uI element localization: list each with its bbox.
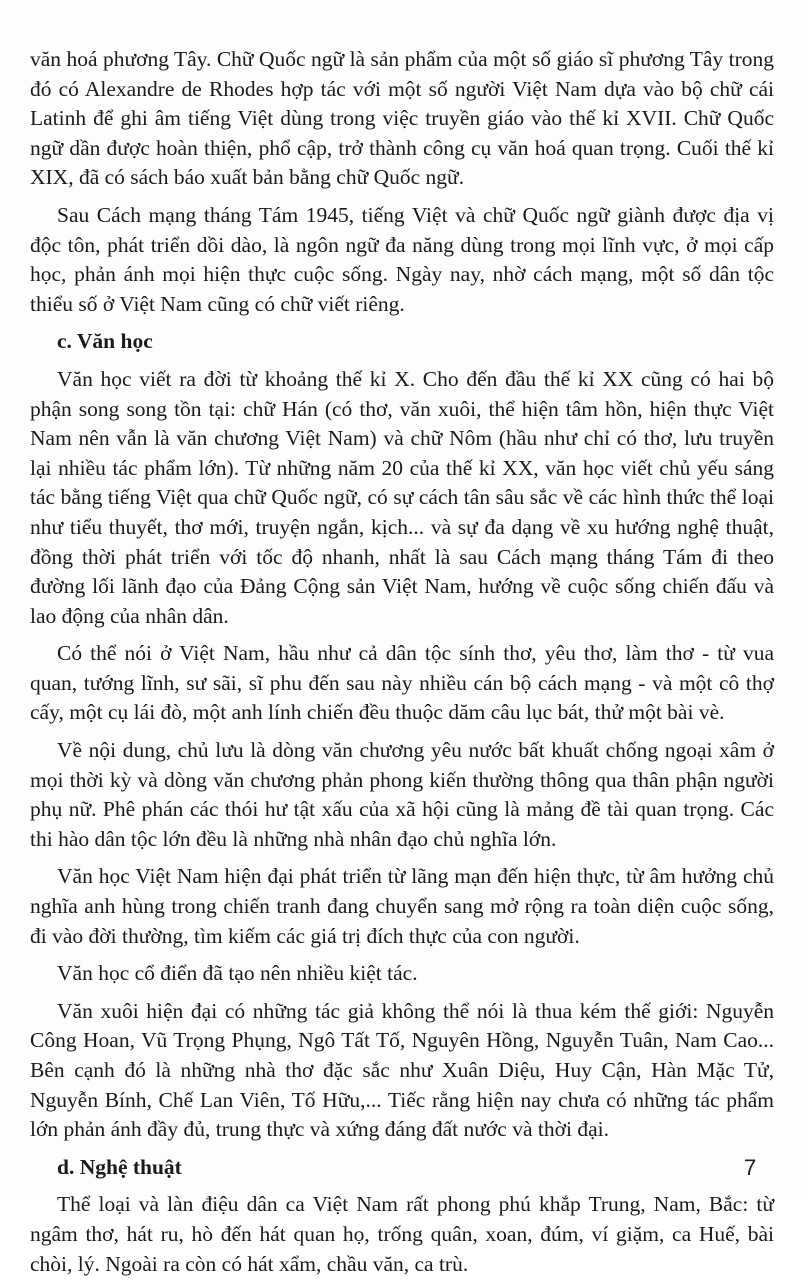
- section-heading-nghe-thuat: d. Nghệ thuật: [57, 1154, 182, 1179]
- paragraph: Thể loại và làn điệu dân ca Việt Nam rất phong phú khắp Trung, Nam, Bắc: từ ngâm thơ, hát ru, hò đến hát quan họ, trống quân, xoan, đúm, ví giặm, ca Huế, bài chòi, lý. Ngoài ra còn có hát xẩm, chầu văn, ca trù.: [30, 1192, 774, 1276]
- paragraph: Văn xuôi hiện đại có những tác giả không thể nói là thua kém thế giới: Nguyễn Công Hoan, Vũ Trọng Phụng, Ngô Tất Tố, Nguyên Hồng, Nguyễn Tuân, Nam Cao... Bên cạnh đó là những nhà thơ đặc sắc như Xuân Diệu, Huy Cận, Hàn Mặc Tử, Nguyễn Bính, Chế Lan Viên, Tố Hữu,... Tiếc rằng hiện nay chưa có những tác phẩm lớn phản ánh đầy đủ, trung thực và xứng đáng đất nước và thời đại.: [30, 998, 774, 1142]
- page-number: 7: [744, 1155, 757, 1180]
- paragraph: Văn học cổ điển đã tạo nên nhiều kiệt tác.: [57, 961, 418, 986]
- paragraph: Về nội dung, chủ lưu là dòng văn chương yêu nước bất khuất chống ngoại xâm ở mọi thời kỳ và dòng văn chương phản phong kiến thường thông qua thân phận người phụ nữ. Phê phán các thói hư tật xấu của xã hội cũng là mảng đề tài quan trọng. Các thi hào dân tộc lớn đều là những nhà nhân đạo chủ nghĩa lớn.: [30, 738, 774, 851]
- page-body: [30, 45, 774, 1279]
- section-heading-van-hoc: c. Văn học: [57, 329, 153, 354]
- paragraph: văn hoá phương Tây. Chữ Quốc ngữ là sản phẩm của một số giáo sĩ phương Tây trong đó có Alexandre de Rhodes hợp tác với một số người Việt Nam dựa vào bộ chữ cái Latinh để ghi âm tiếng Việt dùng trong việc truyền giáo vào thế kỉ XVII. Chữ Quốc ngữ dần được hoàn thiện, phổ cập, trở thành công cụ văn hoá quan trọng. Cuối thế kỉ XIX, đã có sách báo xuất bản bằng chữ Quốc ngữ.: [30, 47, 774, 190]
- paragraph: Có thể nói ở Việt Nam, hầu như cả dân tộc sính thơ, yêu thơ, làm thơ - từ vua quan, tướng lĩnh, sư sãi, sĩ phu đến sau này nhiều cán bộ cách mạng - và một cô thợ cấy, một cụ lái đò, một anh lính chiến đều thuộc dăm câu lục bát, thử một bài vè.: [30, 641, 774, 725]
- paragraph: Văn học viết ra đời từ khoảng thế kỉ X. Cho đến đầu thế kỉ XX cũng có hai bộ phận song song tồn tại: chữ Hán (có thơ, văn xuôi, thể hiện tâm hồn, hiện thực Việt Nam nên vẫn là văn chương Việt Nam) và chữ Nôm (hầu như chỉ có thơ, lưu truyền lại nhiều tác phẩm lớn). Từ những năm 20 của thế kỉ XX, văn học viết chủ yếu sáng tác bằng tiếng Việt qua chữ Quốc ngữ, có sự cách tân sâu sắc về các hình thức thể loại như tiểu thuyết, thơ mới, truyện ngắn, kịch... và sự đa dạng về xu hướng nghệ thuật, đồng thời phát triển với tốc độ nhanh, nhất là sau Cách mạng tháng Tám đi theo đường lối lãnh đạo của Đảng Cộng sản Việt Nam, hướng về cuộc sống chiến đấu và lao động của nhân dân.: [30, 366, 774, 628]
- paragraph: Văn học Việt Nam hiện đại phát triển từ lãng mạn đến hiện thực, từ âm hưởng chủ nghĩa anh hùng trong chiến tranh đang chuyển sang mở rộng ra toàn diện cuộc sống, đi vào đời thường, tìm kiếm các giá trị đích thực của con người.: [30, 864, 774, 948]
- paragraph: Sau Cách mạng tháng Tám 1945, tiếng Việt và chữ Quốc ngữ giành được địa vị độc tôn, phát triển dồi dào, là ngôn ngữ đa năng dùng trong mọi lĩnh vực, ở mọi cấp học, phản ánh mọi hiện thực cuộc sống. Ngày nay, nhờ cách mạng, một số dân tộc thiểu số ở Việt Nam cũng có chữ viết riêng.: [30, 202, 774, 316]
